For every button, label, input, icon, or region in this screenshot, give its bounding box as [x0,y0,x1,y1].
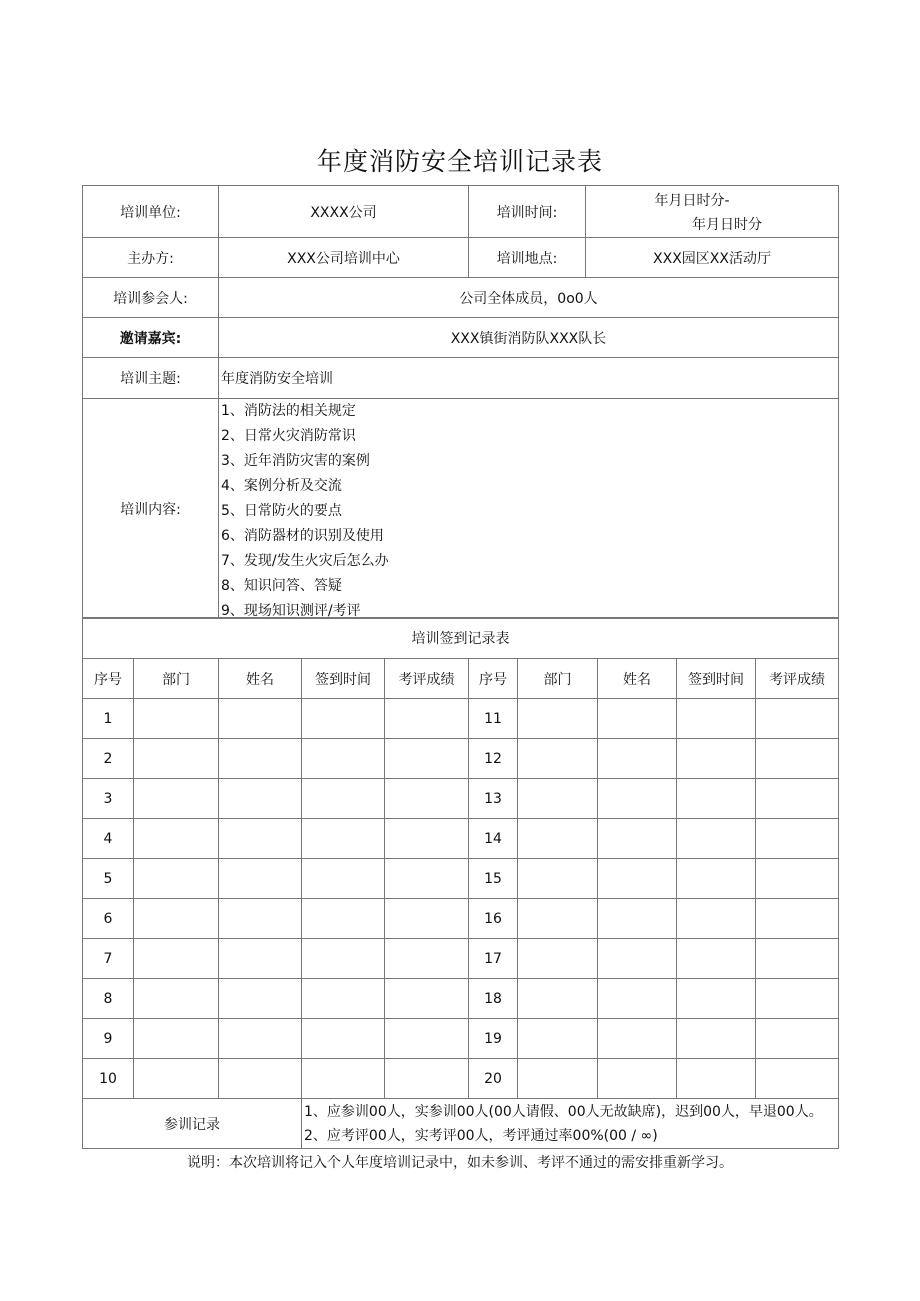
row-number: 19 [469,1019,518,1059]
content-item: 7、发现/发生火灾后怎么办 [221,553,389,569]
topic-value: 年度消防安全培训 [219,358,839,399]
column-header: 序号 [83,659,134,699]
signin-cell[interactable] [134,899,219,939]
signin-cell[interactable] [385,779,469,819]
signin-cell[interactable] [385,979,469,1019]
signin-cell[interactable] [598,899,677,939]
signin-cell[interactable] [302,979,385,1019]
row-number: 10 [83,1059,134,1099]
row-number: 20 [469,1059,518,1099]
signin-cell[interactable] [677,939,756,979]
guest-value: XXX镇街消防队XXX队长 [219,318,839,358]
content-list [219,399,839,619]
content-item: 5、日常防火的要点 [221,503,342,519]
signin-cell[interactable] [385,739,469,779]
signin-cell[interactable] [677,1019,756,1059]
signin-cell[interactable] [598,699,677,739]
column-header: 序号 [469,659,518,699]
signin-cell[interactable] [677,859,756,899]
column-header: 考评成绩 [385,659,469,699]
signin-cell[interactable] [385,699,469,739]
table-row [83,1019,839,1059]
signin-cell[interactable] [134,819,219,859]
signin-cell[interactable] [598,819,677,859]
signin-cell[interactable] [598,779,677,819]
host-label: 主办方: [83,238,219,278]
row-number: 14 [469,819,518,859]
table-row [83,939,839,979]
row-number: 13 [469,779,518,819]
signin-cell[interactable] [518,899,598,939]
signin-cell[interactable] [598,859,677,899]
signin-cell[interactable] [219,859,302,899]
signin-cell[interactable] [302,739,385,779]
signin-cell[interactable] [134,699,219,739]
column-header: 部门 [134,659,219,699]
content-item: 8、知识问答、答疑 [221,578,342,594]
signin-cell[interactable] [385,859,469,899]
row-number: 15 [469,859,518,899]
column-header: 姓名 [219,659,302,699]
signin-cell[interactable] [756,699,839,739]
content-label: 培训内容: [83,399,219,619]
record-line: 2、应考评00人，实考评00人，考评通过率00%(00 / ∞) [304,1127,658,1144]
signin-cell[interactable] [219,979,302,1019]
signin-cell[interactable] [219,899,302,939]
signin-cell[interactable] [518,699,598,739]
info-table [82,185,839,619]
row-number: 16 [469,899,518,939]
row-number: 18 [469,979,518,1019]
signin-cell[interactable] [302,779,385,819]
attendees-label: 培训参会人: [83,278,219,318]
content-item: 9、现场知识测评/考评 [221,603,361,618]
unit-label: 培训单位: [83,186,219,238]
signin-cell[interactable] [219,699,302,739]
host-value: XXX公司培训中心 [219,238,469,278]
signin-cell[interactable] [219,939,302,979]
footnote: 说明：本次培训将记入个人年度培训记录中，如未参训、考评不通过的需安排重新学习。 [187,1155,733,1171]
signin-cell[interactable] [219,1059,302,1099]
row-number: 17 [469,939,518,979]
row-number: 4 [83,819,134,859]
content-item: 2、日常火灾消防常识 [221,428,356,444]
table-row [83,979,839,1019]
signin-cell[interactable] [598,979,677,1019]
row-number: 7 [83,939,134,979]
table-row [83,779,839,819]
table-row [83,899,839,939]
signin-cell[interactable] [302,939,385,979]
signin-cell[interactable] [518,819,598,859]
signin-cell[interactable] [385,1059,469,1099]
content-item: 1、消防法的相关规定 [221,403,356,419]
table-row [83,739,839,779]
time-label: 培训时间: [469,186,586,238]
signin-cell[interactable] [677,819,756,859]
signin-cell[interactable] [385,1019,469,1059]
signin-cell[interactable] [756,1019,839,1059]
table-row [83,859,839,899]
signin-cell[interactable] [134,739,219,779]
row-number: 9 [83,1019,134,1059]
signin-cell[interactable] [302,819,385,859]
guest-label: 邀请嘉宾: [83,318,219,358]
table-row [83,1059,839,1099]
signin-cell[interactable] [134,979,219,1019]
signin-cell[interactable] [134,859,219,899]
signin-cell[interactable] [756,859,839,899]
signin-cell[interactable] [385,819,469,859]
signin-cell[interactable] [134,779,219,819]
signin-cell[interactable] [756,1059,839,1099]
signin-cell[interactable] [302,699,385,739]
signin-cell[interactable] [518,1019,598,1059]
record-content [302,1099,839,1149]
column-header: 签到时间 [677,659,756,699]
signin-cell[interactable] [756,779,839,819]
signin-cell[interactable] [677,699,756,739]
content-item: 6、消防器材的识别及使用 [221,528,384,544]
signin-cell[interactable] [219,1019,302,1059]
signin-cell[interactable] [598,1019,677,1059]
signin-cell[interactable] [756,899,839,939]
signin-cell[interactable] [385,939,469,979]
signin-cell[interactable] [219,779,302,819]
signin-cell[interactable] [677,979,756,1019]
row-number: 11 [469,699,518,739]
record-label: 参训记录 [83,1099,302,1149]
signin-cell[interactable] [518,1059,598,1099]
signin-cell[interactable] [598,1059,677,1099]
signin-cell[interactable] [756,739,839,779]
signin-cell[interactable] [756,979,839,1019]
place-value: XXX园区XX活动厅 [586,238,839,278]
signin-cell[interactable] [134,1059,219,1099]
signin-title: 培训签到记录表 [83,618,839,659]
signin-cell[interactable] [302,1019,385,1059]
signin-cell[interactable] [598,939,677,979]
page-title: 年度消防安全培训记录表 [316,147,603,176]
signin-cell[interactable] [518,939,598,979]
column-header: 姓名 [598,659,677,699]
time-start: 年月日时分- [654,192,730,209]
signin-cell[interactable] [756,939,839,979]
table-row [83,819,839,859]
signin-table [82,617,839,1149]
row-number: 1 [83,699,134,739]
column-header: 考评成绩 [756,659,839,699]
content-item: 4、案例分析及交流 [221,478,342,494]
content-item: 3、近年消防灾害的案例 [221,453,370,469]
signin-cell[interactable] [219,739,302,779]
signin-cell[interactable] [518,979,598,1019]
place-label: 培训地点: [469,238,586,278]
signin-cell[interactable] [518,739,598,779]
signin-cell[interactable] [677,899,756,939]
topic-label: 培训主题: [83,358,219,399]
signin-cell[interactable] [134,1019,219,1059]
signin-cell[interactable] [518,779,598,819]
signin-cell[interactable] [518,859,598,899]
column-header: 签到时间 [302,659,385,699]
row-number: 12 [469,739,518,779]
attendees-value: 公司全体成员，0o0人 [219,278,839,318]
signin-cell[interactable] [302,859,385,899]
signin-cell[interactable] [677,779,756,819]
signin-cell[interactable] [219,819,302,859]
row-number: 6 [83,899,134,939]
row-number: 3 [83,779,134,819]
signin-cell[interactable] [302,1059,385,1099]
signin-cell[interactable] [134,939,219,979]
column-header: 部门 [518,659,598,699]
signin-cell[interactable] [302,899,385,939]
row-number: 2 [83,739,134,779]
table-row [83,699,839,739]
signin-cell[interactable] [598,739,677,779]
signin-cell[interactable] [385,899,469,939]
time-end: 年月日时分 [692,216,762,233]
signin-cell[interactable] [677,1059,756,1099]
time-value [586,186,839,238]
signin-cell[interactable] [677,739,756,779]
row-number: 5 [83,859,134,899]
signin-cell[interactable] [756,819,839,859]
record-line: 1、应参训00人，实参训00人(00人请假、00人无故缺席)，迟到00人，早退00人。 [304,1103,823,1120]
unit-value: XXXX公司 [219,186,469,238]
row-number: 8 [83,979,134,1019]
